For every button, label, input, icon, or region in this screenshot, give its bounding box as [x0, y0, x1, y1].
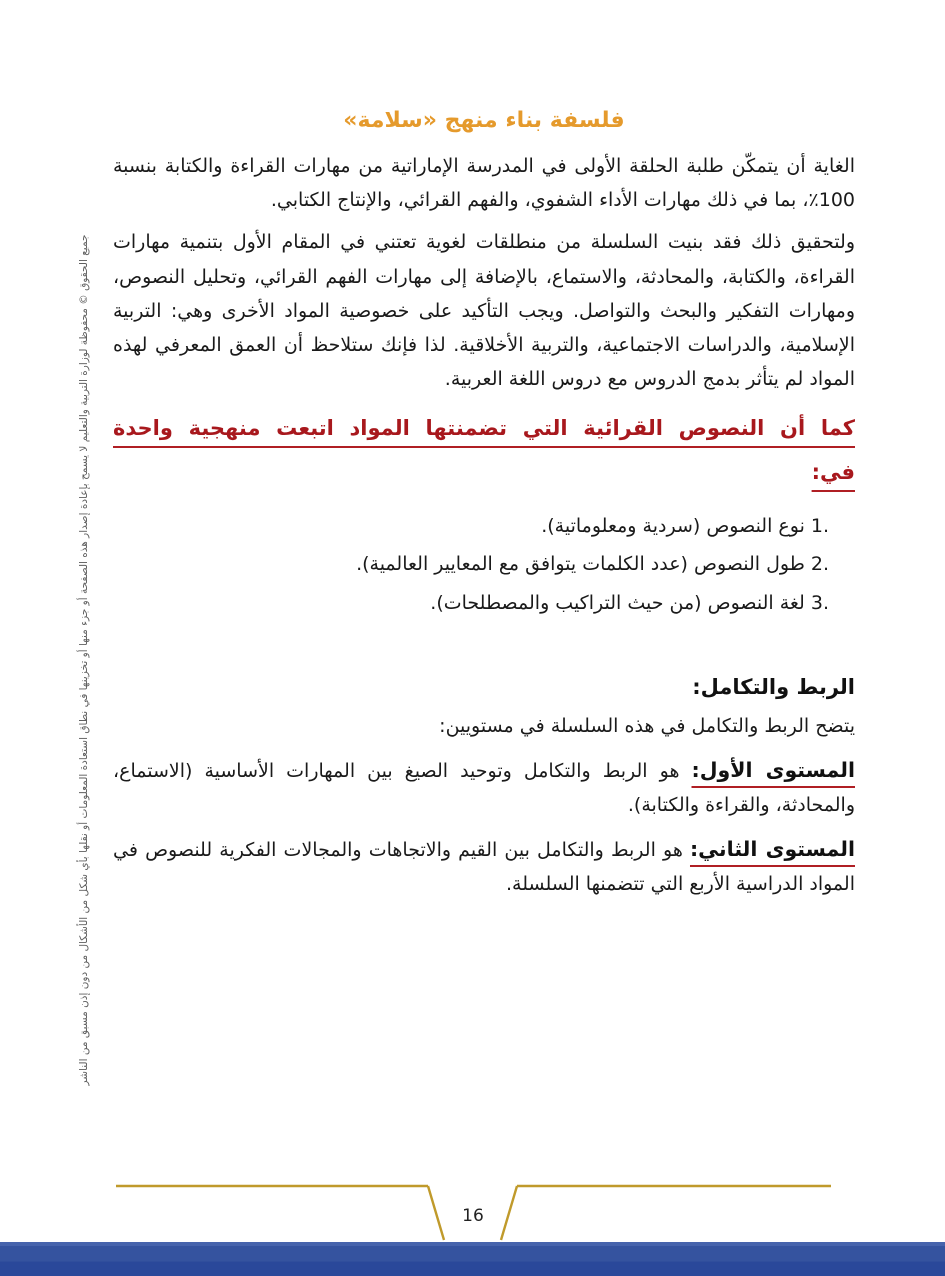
- intro-paragraph-1: الغاية أن يتمكّن طلبة الحلقة الأولى في المدرسة الإماراتية من مهارات القراءة والكتابة بنسبة 100٪، بما في ذلك مهارات الأداء الشفوي، والفهم القرائي، والإنتاج الكتابي.: [113, 155, 855, 212]
- section-heading: الربط والتكامل:: [692, 675, 855, 700]
- footer-blue-band: [0, 1242, 945, 1276]
- section-lead: يتضح الربط والتكامل في هذه السلسلة في مستويين:: [439, 715, 855, 738]
- highlighted-sentence: كما أن النصوص القرائية التي تضمنتها المواد اتبعت منهجية واحدة في:: [113, 416, 855, 485]
- list-item-text: نوع النصوص (سردية ومعلوماتية).: [541, 514, 805, 537]
- level2-label: المستوى الثاني:: [689, 836, 855, 861]
- page-title: فلسفة بناء منهج «سلامة»: [343, 108, 625, 133]
- list-item-number: 1.: [810, 514, 829, 537]
- level2-text: هو الربط والتكامل بين القيم والاتجاهات والمجالات الفكرية للنصوص في المواد الدراسية الأربع التي تتضمنها السلسلة.: [113, 838, 855, 896]
- level1-text: هو الربط والتكامل وتوحيد الصيغ بين المهارات الأساسية (الاستماع، والمحادثة، والقراءة والكتابة).: [113, 759, 855, 817]
- list-item: [113, 545, 829, 584]
- page-number: 16: [462, 1206, 484, 1226]
- copyright-vertical-text: جميع الحقوق © محفوظة لوزارة التربية والتعليم لا يسمح بإعادة إصدار هذه الصفحة أو جزء منها أو تخزينها في نطاق استعادة المعلومات أو نقلها بأي شكل من الأشكال من دون إذن مسبق من الناشر: [78, 234, 90, 1086]
- intro-paragraph-2: ولتحقيق ذلك فقد بنيت السلسلة من منطلقات لغوية تعتني في المقام الأول بتنمية مهارات القراءة، والكتابة، والمحادثة، والاستماع، بالإضافة إلى مهارات الفهم القرائي، وتحليل النصوص، ومهارات التفكير والبحث والتواصل. ويجب التأكيد على خصوصية المواد الأخرى وهي: التربية الإسلامية، والدراسات الاجتماعية، والتربية الأخلاقية. لذا فإنك ستلاحظ أن العمق المعرفي لهذه المواد لم يتأثر بدمج الدروس مع دروس اللغة العربية.: [113, 231, 855, 391]
- list-item-text: طول النصوص (عدد الكلمات يتوافق مع المعايير العالمية).: [356, 553, 805, 576]
- list-item: [113, 507, 829, 546]
- level1-label: المستوى الأول:: [691, 757, 855, 782]
- level1-paragraph: [113, 752, 855, 823]
- list-item-text: لغة النصوص (من حيث التراكيب والمصطلحات).: [430, 592, 805, 615]
- page-content: [113, 108, 855, 910]
- list-item: [113, 584, 829, 623]
- list-item-number: 2.: [810, 553, 829, 576]
- numbered-list: [113, 507, 829, 624]
- list-item-number: 3.: [810, 592, 829, 615]
- level2-paragraph: [113, 831, 855, 902]
